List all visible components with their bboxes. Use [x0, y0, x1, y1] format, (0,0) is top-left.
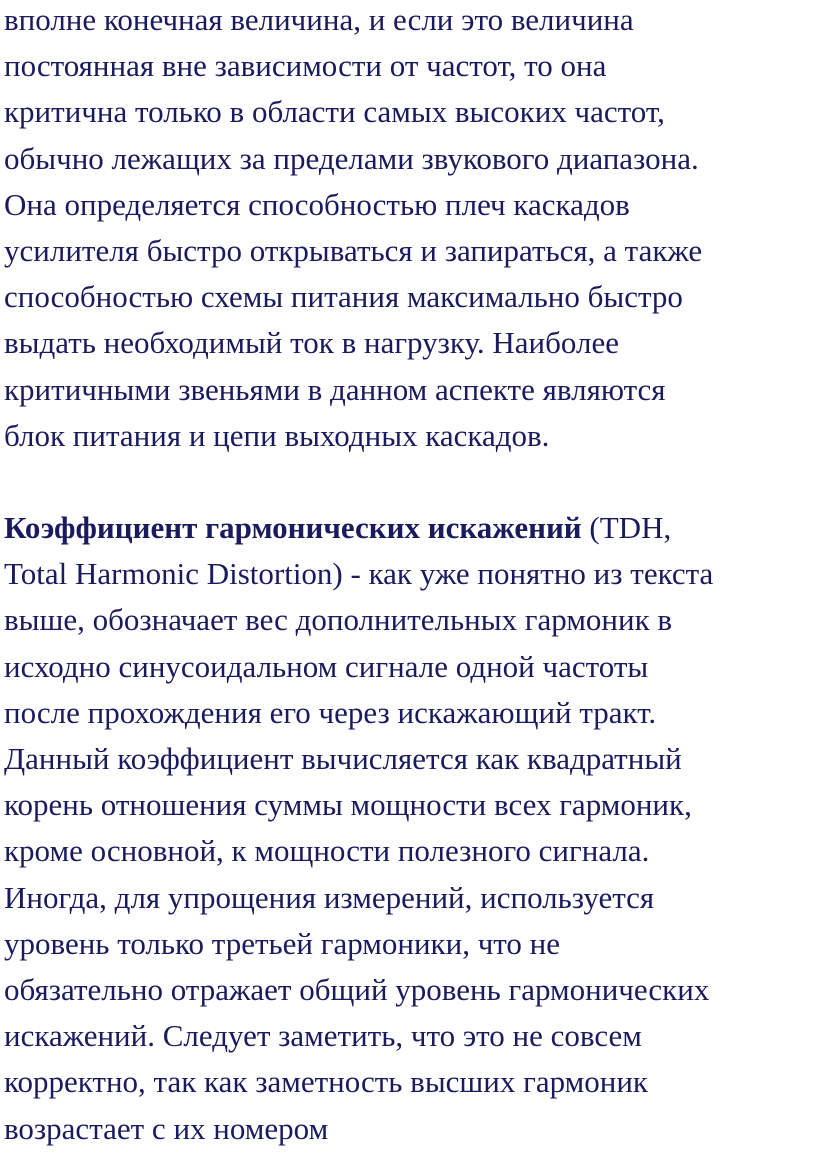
- text-line: вполне конечная величина, и если это величина: [4, 2, 634, 37]
- term-suffix: (TDH,: [581, 510, 672, 546]
- text-line: возрастает с их номером: [4, 1110, 329, 1146]
- text-line: блок питания и цепи выходных каскадов.: [4, 417, 550, 453]
- paragraph-harmonic-distortion: [4, 505, 806, 1152]
- text-line: усилителя быстро открываться и запираться, а также: [4, 232, 703, 268]
- text-line: Данный коэффициент вычисляется как квадратный: [4, 741, 682, 776]
- text-line: после прохождения его через искажающий тракт.: [4, 694, 657, 730]
- text-line: критичными звеньями в данном аспекте являются: [4, 371, 666, 407]
- text-line: Total Harmonic Distortion) - как уже понятно из текста: [4, 556, 714, 592]
- text-line: корректно, так как заметность высших гармоник: [4, 1064, 648, 1100]
- bold-term: Коэффициент гармонических искажений: [4, 510, 582, 546]
- text-line: выше, обозначает вес дополнительных гармоник в: [4, 602, 673, 638]
- text-line: обычно лежащих за пределами звукового диапазона.: [4, 140, 699, 176]
- text-line-with-term: [4, 505, 806, 551]
- text-line: корень отношения суммы мощности всех гармоник,: [4, 787, 692, 823]
- text-line: уровень только третьей гармоники, что не: [4, 925, 561, 961]
- text-line: Она определяется способностью плеч каскадов: [4, 186, 630, 222]
- text-line: способностью схемы питания максимально быстро: [4, 279, 683, 315]
- text-line: Иногда, для упрощения измерений, используется: [4, 879, 655, 915]
- text-line: критична только в области самых высоких частот,: [4, 94, 665, 130]
- text-line: исходно синусоидальном сигнале одной частоты: [4, 648, 649, 684]
- text-line: искажений. Следует заметить, что это не совсем: [4, 1018, 642, 1054]
- paragraph-frequency-response: [4, 0, 806, 459]
- text-line: выдать необходимый ток в нагрузку. Наиболее: [4, 325, 619, 361]
- text-line: постоянная вне зависимости от частот, то она: [4, 48, 607, 84]
- text-line: обязательно отражает общий уровень гармонических: [4, 971, 710, 1007]
- paragraph-spacer: [4, 459, 806, 505]
- text-line: кроме основной, к мощности полезного сигнала.: [4, 833, 650, 869]
